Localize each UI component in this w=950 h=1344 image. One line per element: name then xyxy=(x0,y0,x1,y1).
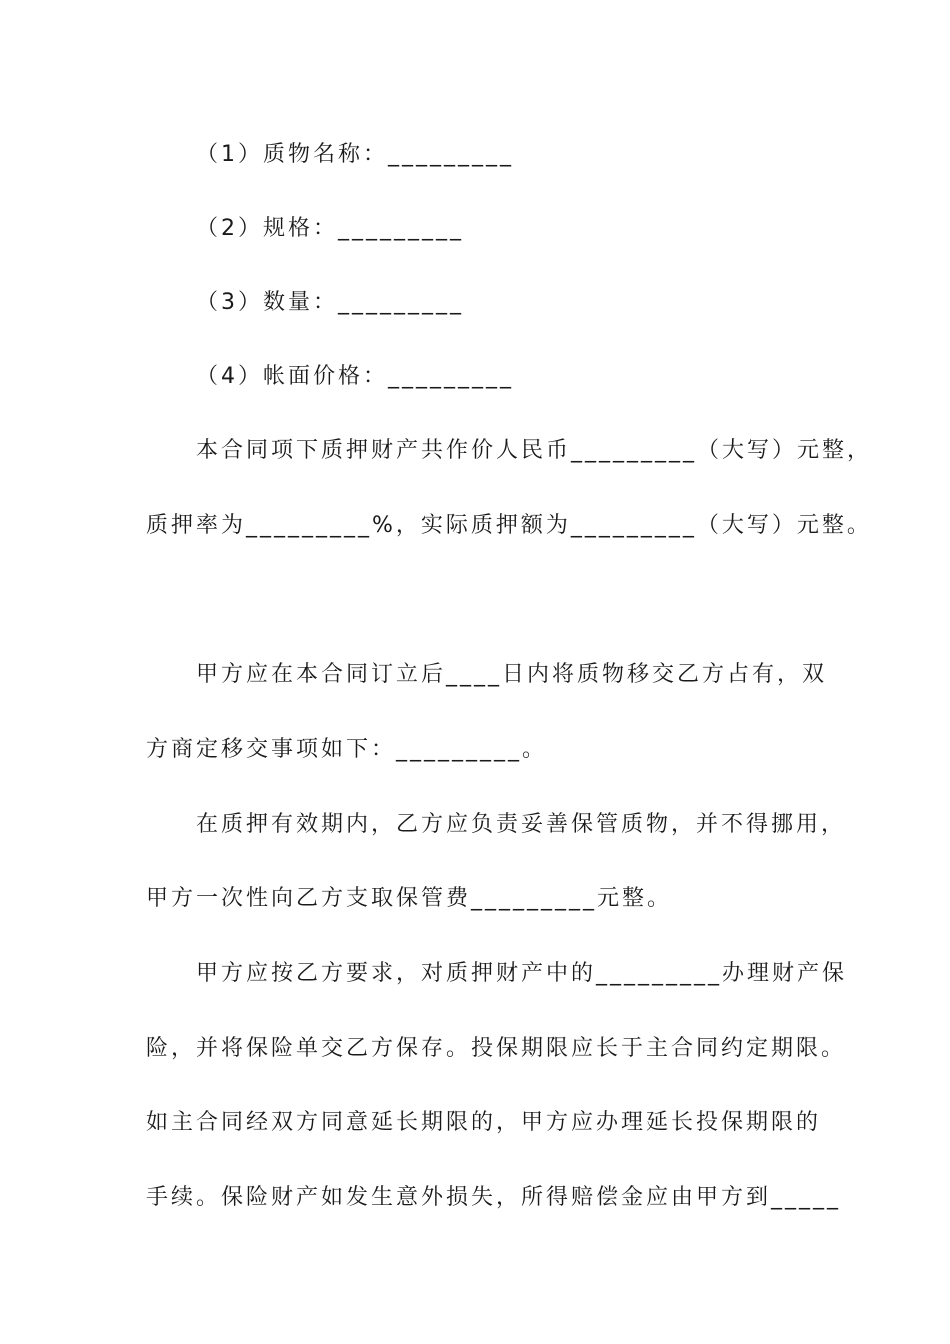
item-book-price: （4）帐面价格：_________ xyxy=(196,364,514,389)
paragraph-valuation-line-1: 本合同项下质押财产共作价人民币_________（大写）元整， xyxy=(196,438,873,463)
item-quantity: （3）数量：_________ xyxy=(196,290,464,315)
paragraph-insurance-line-4: 手续。保险财产如发生意外损失，所得赔偿金应由甲方到_____ xyxy=(146,1185,842,1210)
paragraph-insurance-line-1: 甲方应按乙方要求，对质押财产中的_________办理财产保 xyxy=(196,961,848,986)
paragraph-transfer-line-2: 方商定移交事项如下：_________。 xyxy=(146,737,548,762)
item-specification: （2）规格：_________ xyxy=(196,216,464,241)
paragraph-custody-line-2: 甲方一次性向乙方支取保管费_________元整。 xyxy=(146,886,673,911)
paragraph-insurance-line-2: 险，并将保险单交乙方保存。投保期限应长于主合同约定期限。 xyxy=(146,1036,847,1061)
paragraph-insurance-line-3: 如主合同经双方同意延长期限的，甲方应办理延长投保期限的 xyxy=(146,1110,822,1135)
paragraph-transfer-line-1: 甲方应在本合同订立后____日内将质物移交乙方占有，双 xyxy=(196,662,828,687)
item-pledge-name: （1）质物名称：_________ xyxy=(196,142,514,167)
paragraph-custody-line-1: 在质押有效期内，乙方应负责妥善保管质物，并不得挪用， xyxy=(196,812,847,837)
paragraph-valuation-line-2: 质押率为_________%，实际质押额为_________（大写）元整。 xyxy=(146,513,872,538)
